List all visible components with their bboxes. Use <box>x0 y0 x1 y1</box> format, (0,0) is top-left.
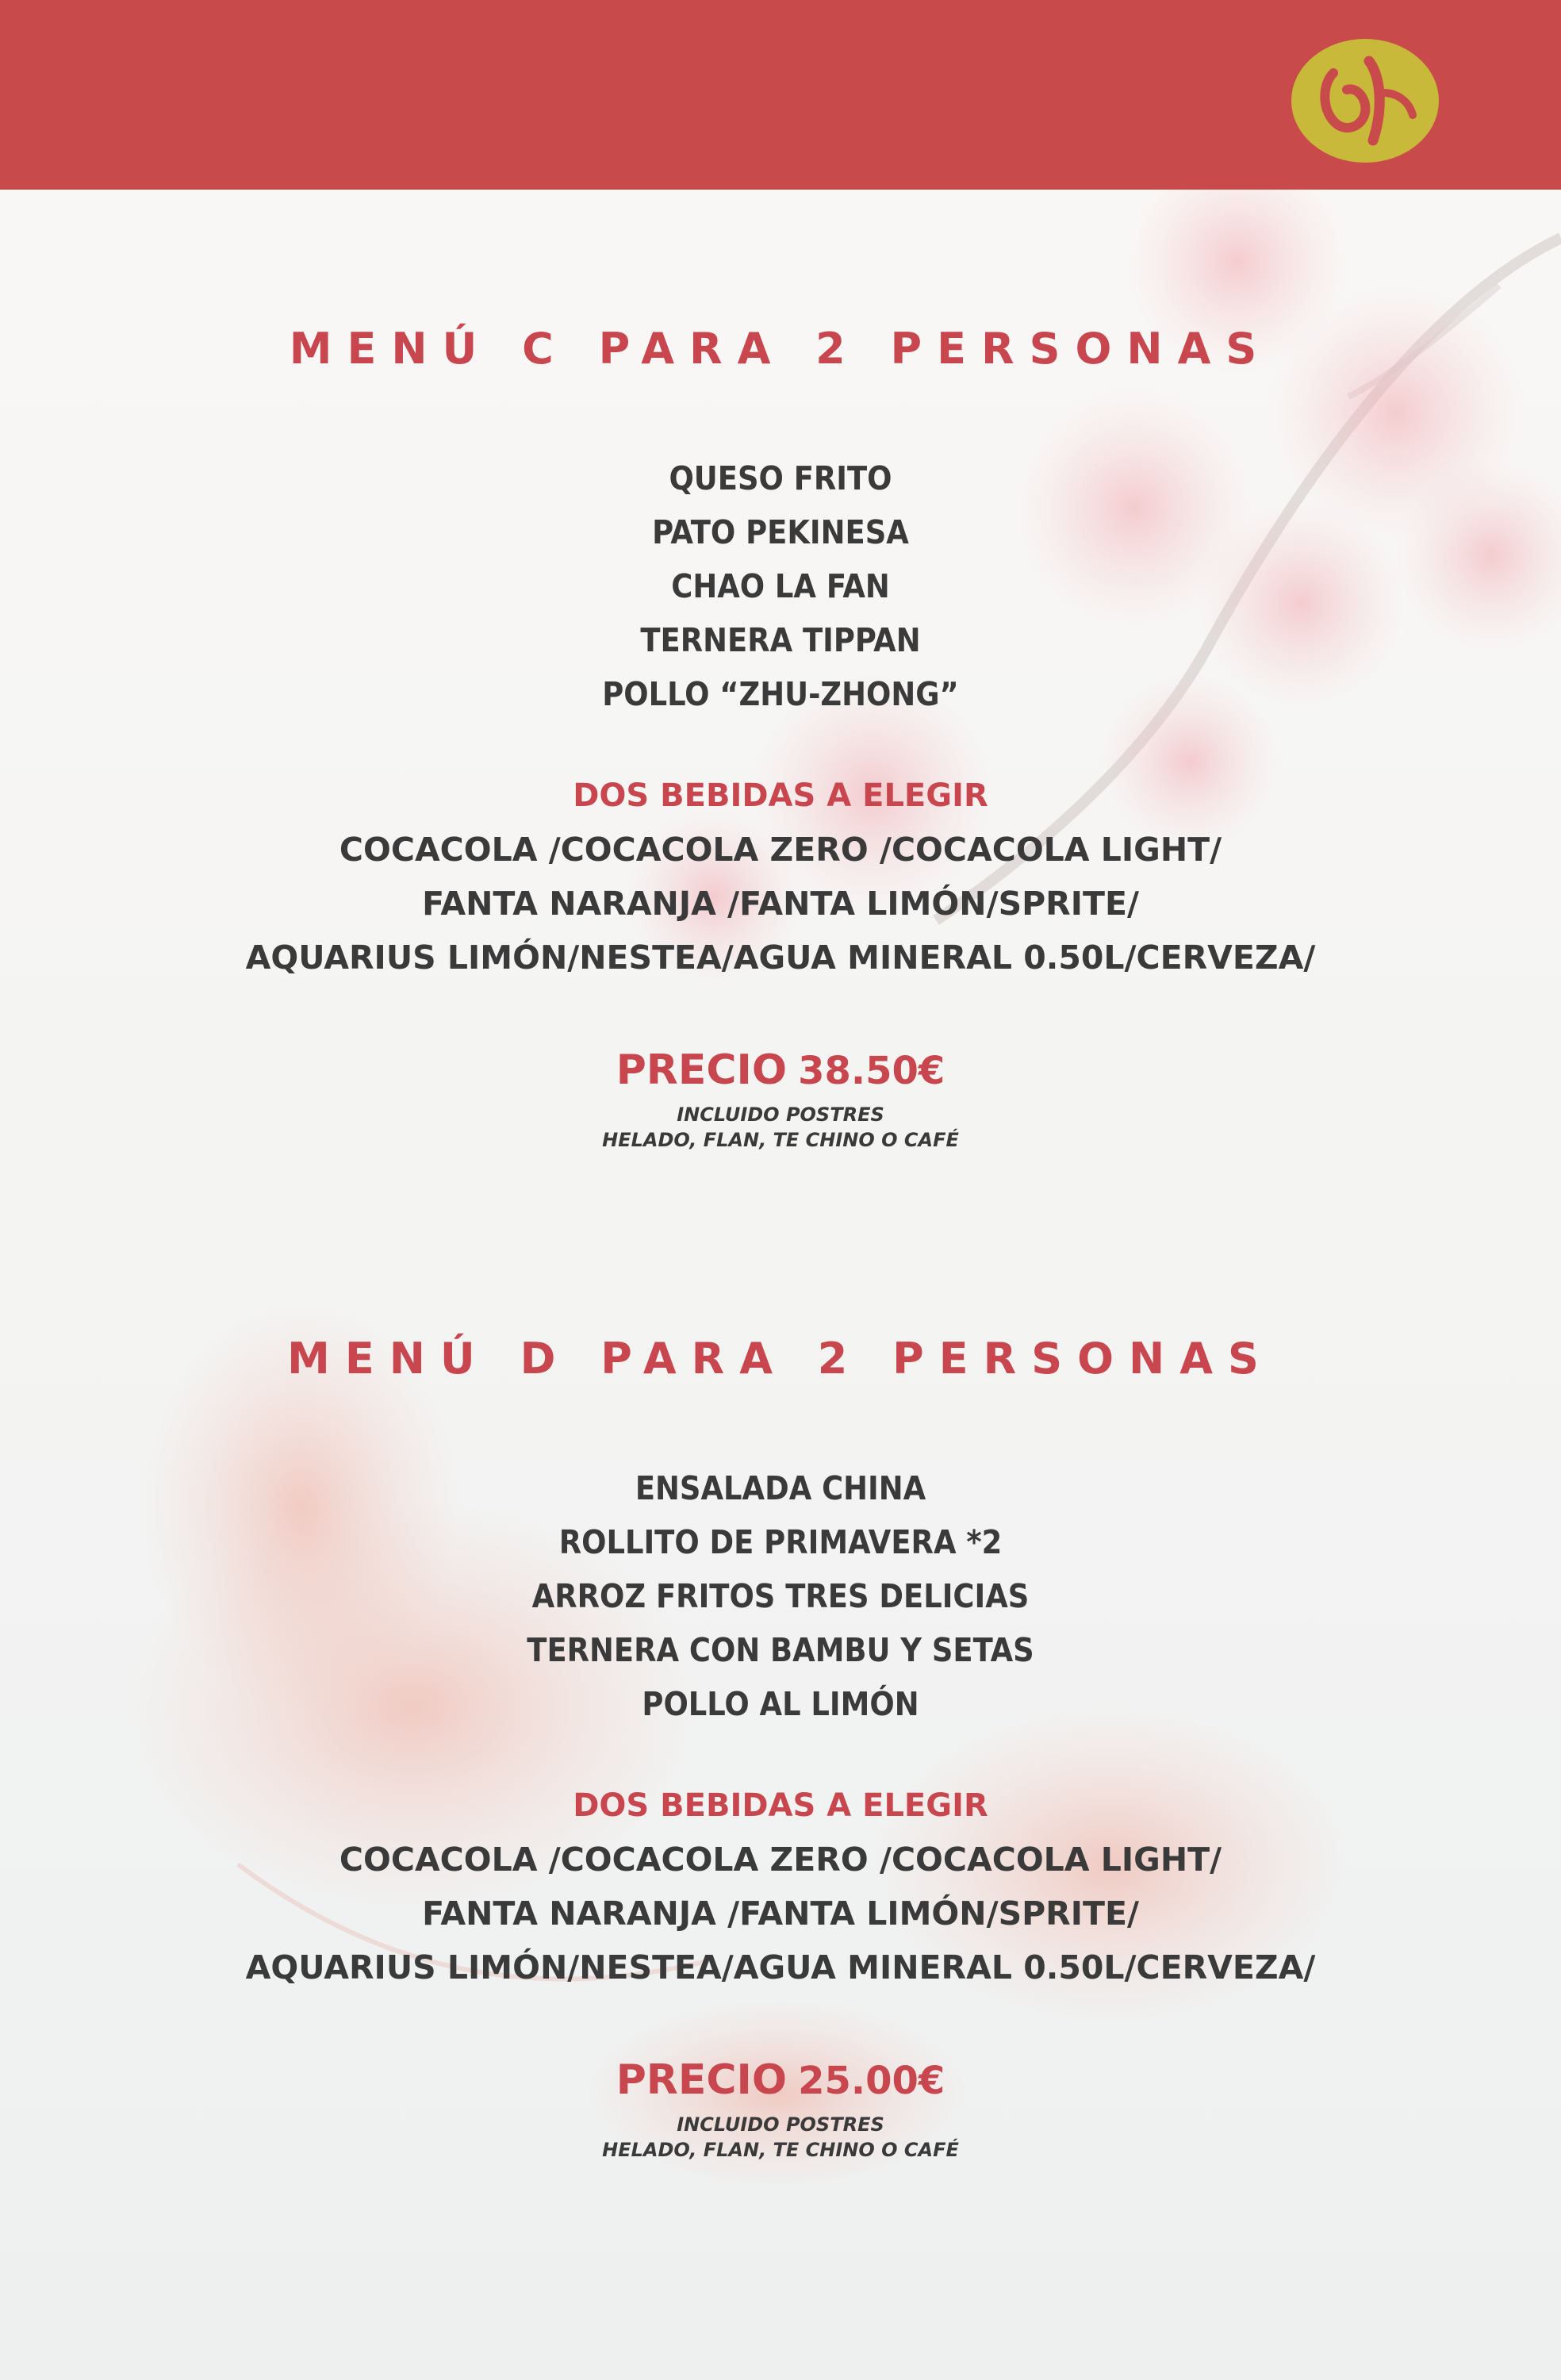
menu-dish: ENSALADA CHINA <box>635 1469 926 1507</box>
menu-title: MENÚ D PARA 2 PERSONAS <box>287 1334 1274 1384</box>
menu-dish: TERNERA CON BAMBU Y SETAS <box>527 1631 1034 1669</box>
price-value: 25.00€ <box>798 2059 945 2103</box>
restaurant-logo-icon <box>1290 37 1440 164</box>
price-note: INCLUIDO POSTRES <box>677 1104 884 1126</box>
price-value: 38.50€ <box>798 1049 945 1093</box>
drinks-line: FANTA NARANJA /FANTA LIMÓN/SPRITE/ <box>422 1894 1139 1933</box>
menu-dish: POLLO AL LIMÓN <box>642 1685 919 1723</box>
price-label: PRECIO <box>616 1046 788 1094</box>
drinks-line: AQUARIUS LIMÓN/NESTEA/AGUA MINERAL 0.50L/CERVEZA/ <box>245 1948 1316 1987</box>
header-bar <box>0 0 1561 190</box>
menu-dish: ARROZ FRITOS TRES DELICIAS <box>531 1577 1030 1615</box>
menu-title: MENÚ C PARA 2 PERSONAS <box>289 324 1272 374</box>
drinks-line: COCACOLA /COCACOLA ZERO /COCACOLA LIGHT/ <box>339 831 1222 869</box>
price-note: INCLUIDO POSTRES <box>677 2113 884 2136</box>
menu-d-section <box>0 1323 1561 2163</box>
price-label: PRECIO <box>616 2056 788 2104</box>
menu-dish: ROLLITO DE PRIMAVERA *2 <box>558 1523 1003 1561</box>
menu-dish: CHAO LA FAN <box>671 567 890 605</box>
menu-c-section <box>0 313 1561 1153</box>
price-row <box>0 1038 1561 1102</box>
drinks-line: AQUARIUS LIMÓN/NESTEA/AGUA MINERAL 0.50L/CERVEZA/ <box>245 939 1316 977</box>
price-row <box>0 2048 1561 2112</box>
menu-dish: TERNERA TIPPAN <box>640 621 921 659</box>
price-note: HELADO, FLAN, TE CHINO O CAFÉ <box>602 1129 959 1151</box>
drinks-heading: DOS BEBIDAS A ELEGIR <box>573 1787 988 1824</box>
menu-dish: POLLO “ZHU-ZHONG” <box>602 675 959 713</box>
menu-dish: QUESO FRITO <box>669 459 892 497</box>
menu-dish: PATO PEKINESA <box>652 513 909 551</box>
price-note: HELADO, FLAN, TE CHINO O CAFÉ <box>602 2139 959 2161</box>
drinks-line: COCACOLA /COCACOLA ZERO /COCACOLA LIGHT/ <box>339 1841 1222 1879</box>
drinks-heading: DOS BEBIDAS A ELEGIR <box>573 777 988 814</box>
drinks-line: FANTA NARANJA /FANTA LIMÓN/SPRITE/ <box>422 885 1139 923</box>
